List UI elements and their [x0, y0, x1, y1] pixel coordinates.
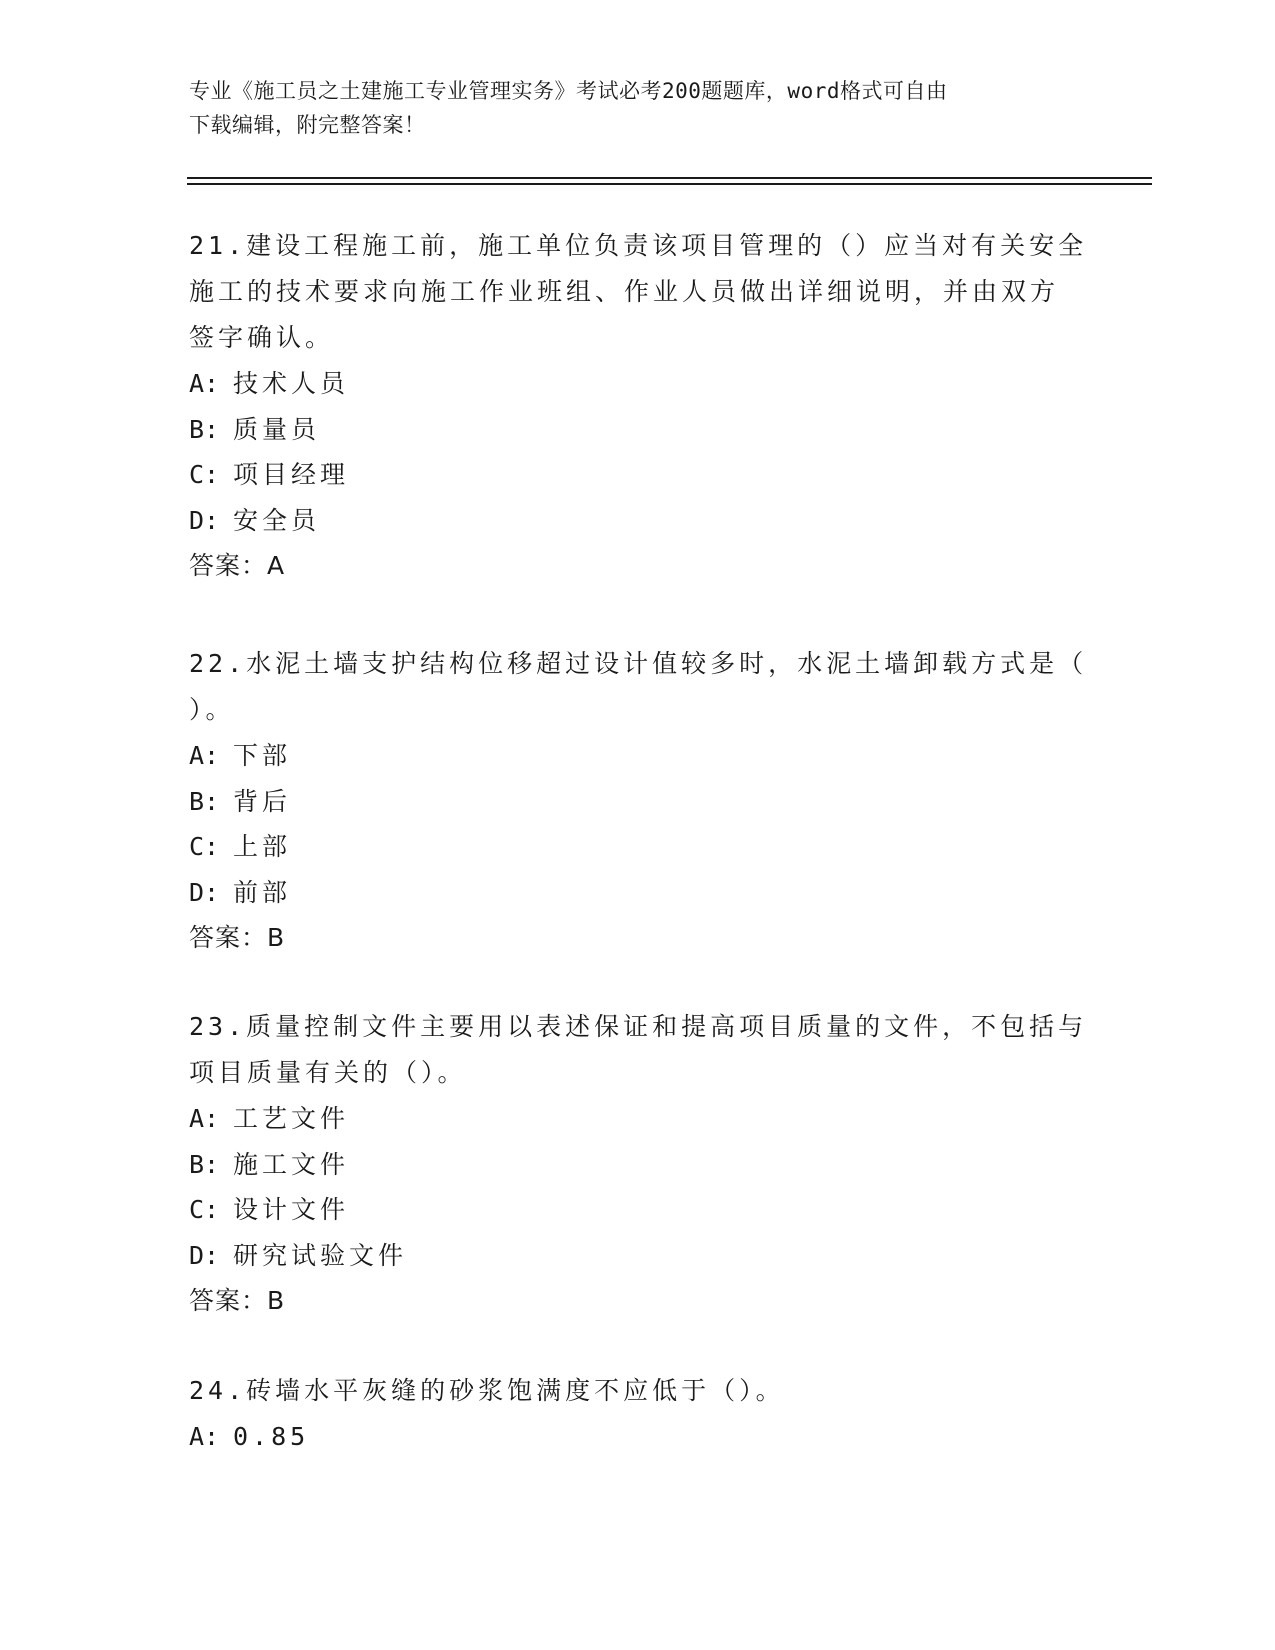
- question-stem-line: ）。: [189, 695, 235, 724]
- option-text: 安全员: [233, 505, 321, 535]
- answer-line: 答案：B: [189, 923, 286, 952]
- option-b: [189, 779, 1089, 825]
- option-d: [189, 870, 1089, 916]
- option-text: 0.85: [233, 1422, 310, 1451]
- option-letter: C:: [189, 832, 220, 861]
- option-c: [189, 824, 1089, 870]
- question-stem-line: 24.砖墙水平灰缝的砂浆饱满度不应低于（）。: [189, 1376, 785, 1405]
- option-a: [189, 1096, 1089, 1142]
- option-text: 前部: [233, 877, 292, 907]
- option-letter: A:: [189, 1422, 220, 1451]
- option-text: 上部: [233, 832, 292, 861]
- option-text: 研究试验文件: [233, 1240, 408, 1270]
- document-header: [189, 74, 1089, 142]
- option-text: 背后: [233, 786, 292, 816]
- option-b: [189, 1142, 1089, 1188]
- option-text: 技术人员: [233, 369, 350, 398]
- option-letter: C:: [189, 460, 220, 489]
- header-line-1: 专业《施工员之土建施工专业管理实务》考试必考200题题库，word格式可自由: [189, 79, 948, 103]
- option-letter: B:: [189, 1149, 220, 1179]
- option-text: 设计文件: [233, 1195, 350, 1224]
- option-letter: D:: [189, 505, 220, 535]
- option-b: [189, 407, 1089, 453]
- option-letter: A:: [189, 741, 220, 770]
- option-d: [189, 498, 1089, 544]
- header-line-2: 下载编辑，附完整答案！: [189, 113, 426, 137]
- question-stem-line: 22.水泥土墙支护结构位移超过设计值较多时，水泥土墙卸载方式是（: [189, 649, 1088, 678]
- question-21: [189, 223, 1089, 589]
- option-d: [189, 1233, 1089, 1279]
- option-a: [189, 733, 1089, 779]
- question-23: [189, 1004, 1089, 1324]
- option-text: 项目经理: [233, 460, 350, 489]
- option-text: 工艺文件: [233, 1104, 350, 1133]
- question-stem-line: 23.质量控制文件主要用以表述保证和提高项目质量的文件，不包括与: [189, 1012, 1088, 1041]
- option-letter: B:: [189, 414, 220, 444]
- question-stem-line: 施工的技术要求向施工作业班组、作业人员做出详细说明，并由双方: [189, 277, 1060, 306]
- answer-line: 答案：B: [189, 1286, 286, 1315]
- question-stem-line: 项目质量有关的（）。: [189, 1058, 467, 1087]
- option-letter: C:: [189, 1195, 220, 1224]
- question-stem-line: 21.建设工程施工前，施工单位负责该项目管理的（）应当对有关安全: [189, 231, 1088, 260]
- answer-line: 答案：A: [189, 551, 286, 580]
- header-rule-bottom: [187, 183, 1152, 185]
- question-22: [189, 641, 1089, 961]
- option-text: 施工文件: [233, 1149, 350, 1179]
- question-24: [189, 1368, 1089, 1460]
- option-c: [189, 452, 1089, 498]
- option-a: [189, 1414, 1089, 1460]
- option-letter: B:: [189, 786, 220, 816]
- header-rule-top: [187, 177, 1152, 179]
- question-stem-line: 签字确认。: [189, 323, 335, 352]
- option-a: [189, 361, 1089, 407]
- option-text: 下部: [233, 741, 292, 770]
- option-letter: A:: [189, 369, 220, 398]
- option-letter: A:: [189, 1104, 220, 1133]
- option-c: [189, 1187, 1089, 1233]
- option-text: 质量员: [233, 414, 321, 444]
- option-letter: D:: [189, 877, 220, 907]
- option-letter: D:: [189, 1240, 220, 1270]
